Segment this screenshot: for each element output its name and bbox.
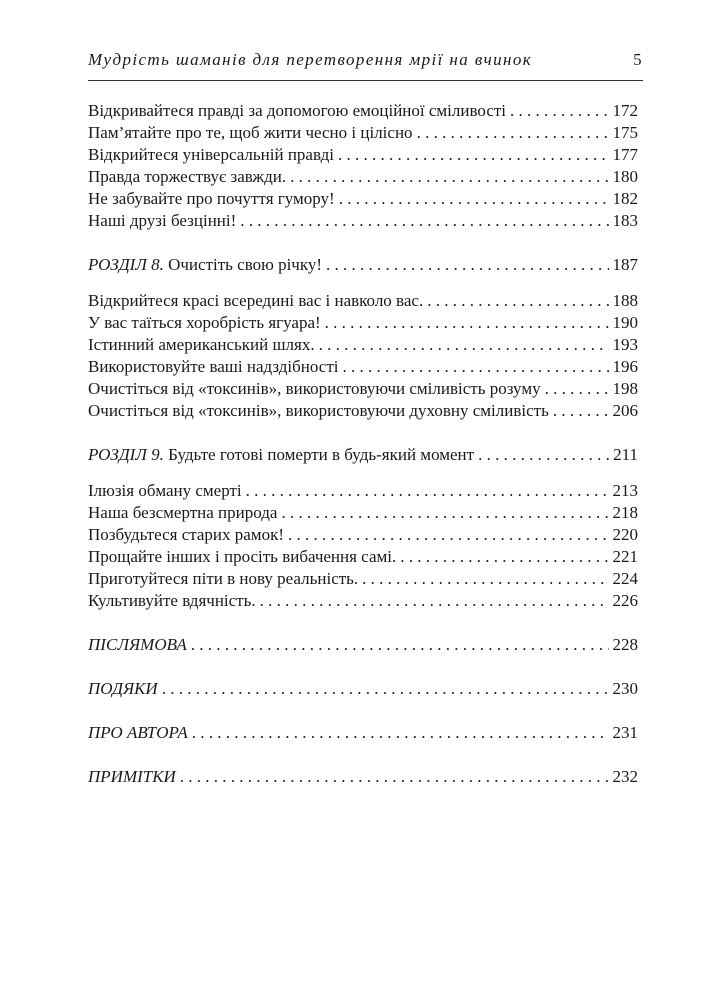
toc-entry[interactable]: [88, 546, 638, 568]
toc-entry-title: ПІСЛЯМОВА: [88, 635, 187, 654]
toc-entry-title: У вас таїться хоробрість ягуара!: [88, 313, 321, 332]
toc-section-chapter7-subsections: [88, 100, 638, 232]
chapter-title: Будьте готові померти в будь-який момент: [168, 445, 475, 464]
dot-leader: [288, 524, 609, 546]
toc-entry-page: 230: [612, 679, 638, 698]
toc-entry[interactable]: [88, 356, 638, 378]
toc-entry-page: 182: [612, 189, 638, 208]
toc-entry-page: 226: [612, 591, 638, 610]
running-title: Мудрість шаманів для перетворення мрії на вчинок: [88, 50, 533, 69]
dot-leader: [417, 122, 609, 144]
toc-entry-page: 180: [612, 167, 638, 186]
dot-leader: [260, 590, 609, 612]
dot-leader: [290, 166, 608, 188]
header-rule: [88, 80, 643, 81]
toc-entry-title: Відкрийтеся універсальній правді: [88, 145, 334, 164]
dot-leader: [319, 334, 609, 356]
toc-chapter-9[interactable]: [88, 444, 638, 466]
toc-entry-page: 231: [612, 723, 638, 742]
toc-entry[interactable]: [88, 122, 638, 144]
toc-chapter-heading: [88, 444, 474, 466]
toc-chapter-8[interactable]: [88, 254, 638, 276]
toc-entry-title: Ілюзія обману смерті: [88, 481, 242, 500]
dot-leader: [510, 100, 608, 122]
toc-entry-title: Культивуйте вдячність.: [88, 591, 256, 610]
toc-entry-title: Істинний американський шлях.: [88, 335, 315, 354]
dot-leader: [362, 568, 608, 590]
toc-notes[interactable]: [88, 766, 638, 788]
toc-entry-page: 177: [612, 145, 638, 164]
toc-entry-title: Приготуйтеся піти в нову реальність.: [88, 569, 359, 588]
toc-entry[interactable]: [88, 400, 638, 422]
page-number: 5: [633, 50, 643, 69]
dot-leader: [338, 144, 609, 166]
toc-acknowledgements[interactable]: [88, 678, 638, 700]
toc-entry-title: Наша безсмертна природа: [88, 503, 278, 522]
toc-entry[interactable]: [88, 502, 638, 524]
toc-entry-page: 175: [612, 123, 638, 142]
dot-leader: [478, 444, 609, 466]
toc-entry[interactable]: [88, 334, 638, 356]
toc-entry[interactable]: [88, 210, 638, 232]
toc-entry[interactable]: [88, 480, 638, 502]
dot-leader: [427, 290, 608, 312]
toc-entry[interactable]: [88, 312, 638, 334]
toc-entry-title: Правда торжествує завжди.: [88, 167, 287, 186]
dot-leader: [326, 254, 608, 276]
toc-entry-title: Пам’ятайте про те, щоб жити чесно і цілісно: [88, 123, 413, 142]
toc-chapter-heading: [88, 254, 322, 276]
toc-entry-title: Очистіться від «токсинів», використовуючи духовну сміливість: [88, 401, 549, 420]
dot-leader: [281, 502, 608, 524]
toc-section-chapter9-subsections: [88, 480, 638, 612]
dot-leader: [246, 480, 609, 502]
toc-entry-page: 198: [612, 379, 638, 398]
dot-leader: [240, 210, 608, 232]
running-header: [88, 50, 643, 76]
toc-entry-page: 196: [612, 357, 638, 376]
toc-entry-page: 220: [612, 525, 638, 544]
toc-entry-title: Не забувайте про почуття гумору!: [88, 189, 335, 208]
dot-leader: [325, 312, 609, 334]
toc-entry-title: Наші друзі безцінні!: [88, 211, 237, 230]
toc-entry-page: 172: [612, 101, 638, 120]
toc-entry-page: 183: [612, 211, 638, 230]
toc-entry-page: 232: [612, 767, 638, 786]
toc-entry-title: ПРО АВТОРА: [88, 723, 188, 742]
toc-entry-page: 218: [612, 503, 638, 522]
dot-leader: [553, 400, 609, 422]
dot-leader: [343, 356, 609, 378]
toc-afterword[interactable]: [88, 634, 638, 656]
toc-entry-page: 211: [613, 445, 638, 464]
toc-entry-page: 188: [612, 291, 638, 310]
toc-entry-title: Відкривайтеся правді за допомогою емоційної сміливості: [88, 101, 507, 120]
toc-entry[interactable]: [88, 166, 638, 188]
toc-entry-title: Відкрийтеся красі всередині вас і навколо вас.: [88, 291, 424, 310]
table-of-contents: [88, 100, 638, 788]
toc-entry-title: Очистіться від «токсинів», використовуючи сміливість розуму: [88, 379, 541, 398]
dot-leader: [545, 378, 609, 400]
toc-entry-page: 193: [612, 335, 638, 354]
toc-entry[interactable]: [88, 144, 638, 166]
toc-entry-page: 187: [612, 255, 638, 274]
toc-entry-page: 190: [612, 313, 638, 332]
toc-entry[interactable]: [88, 290, 638, 312]
toc-entry-title: ПОДЯКИ: [88, 679, 158, 698]
toc-entry-title: Використовуйте ваші надздібності: [88, 357, 339, 376]
chapter-title: Очистіть свою річку!: [168, 255, 323, 274]
toc-entry[interactable]: [88, 568, 638, 590]
chapter-label: РОЗДІЛ 9.: [88, 445, 164, 464]
toc-entry[interactable]: [88, 590, 638, 612]
toc-about-author[interactable]: [88, 722, 638, 744]
toc-entry[interactable]: [88, 378, 638, 400]
dot-leader: [180, 766, 609, 788]
toc-entry-page: 206: [612, 401, 638, 420]
toc-entry[interactable]: [88, 524, 638, 546]
toc-section-chapter8-subsections: [88, 290, 638, 422]
dot-leader: [192, 722, 609, 744]
toc-entry-page: 213: [612, 481, 638, 500]
toc-entry-page: 224: [612, 569, 638, 588]
dot-leader: [400, 546, 608, 568]
toc-entry-title: Прощайте інших і просіть вибачення самі.: [88, 547, 397, 566]
toc-entry[interactable]: [88, 100, 638, 122]
dot-leader: [162, 678, 609, 700]
dot-leader: [191, 634, 609, 656]
dot-leader: [339, 188, 609, 210]
chapter-label: РОЗДІЛ 8.: [88, 255, 164, 274]
toc-entry-title: Позбудьтеся старих рамок!: [88, 525, 284, 544]
toc-entry-page: 221: [612, 547, 638, 566]
toc-entry[interactable]: [88, 188, 638, 210]
toc-entry-title: ПРИМІТКИ: [88, 767, 176, 786]
toc-entry-page: 228: [612, 635, 638, 654]
